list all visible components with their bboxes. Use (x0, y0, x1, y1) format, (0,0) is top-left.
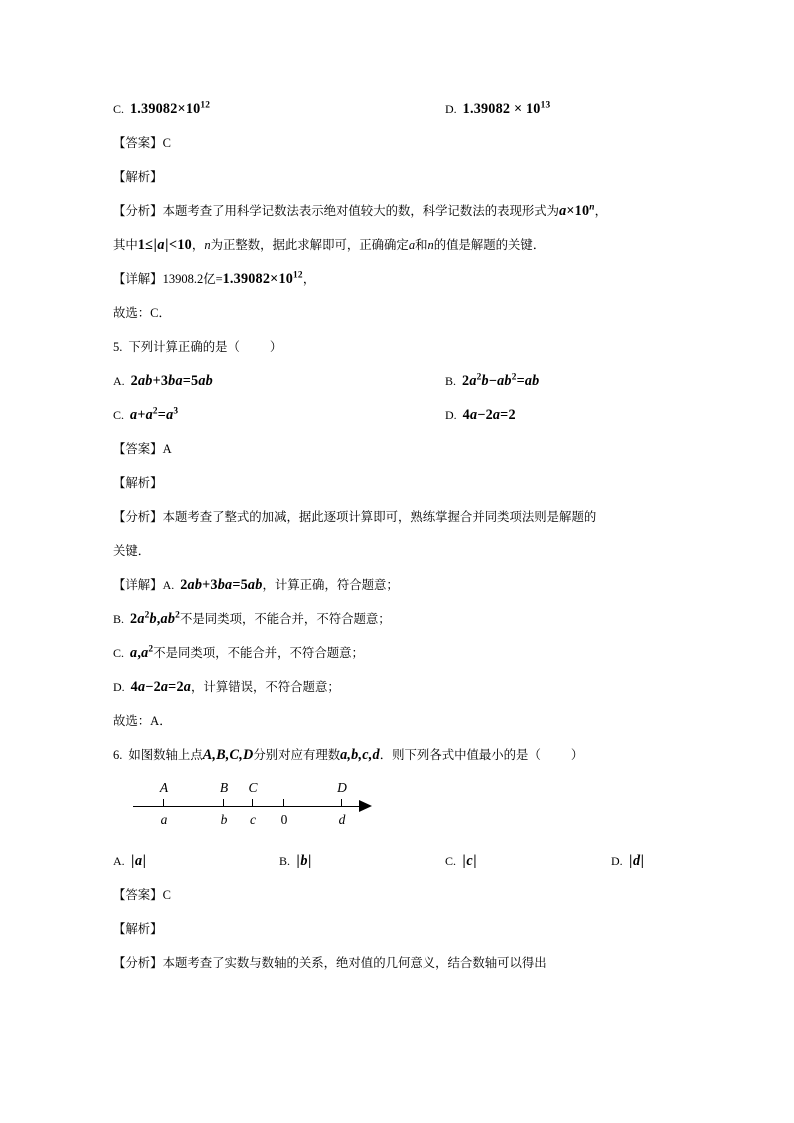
q4-var-n2: n (427, 238, 434, 252)
q6-stem-text-3: ．则下列各式中值最小的是（ (379, 747, 541, 762)
q5-guxuan-line (113, 704, 689, 738)
q6-options-row (113, 844, 689, 878)
q5-option-a-label: A. (113, 374, 125, 388)
q4-option-d[interactable] (445, 92, 550, 126)
q5-detail-c (113, 636, 689, 670)
q5-option-b-expr: $2a^2b-ab^2=ab$ (462, 372, 540, 389)
q5-option-b[interactable] (445, 364, 539, 398)
tick-a (163, 799, 164, 807)
q4-guxuan-label: 故选： (113, 305, 151, 320)
q6-option-c[interactable] (445, 844, 477, 878)
q4-var-n: n (204, 238, 211, 252)
number-line-axis (133, 806, 361, 807)
q5-detail-c-text: 不是同类项，不能合并，不符合题意； (153, 645, 364, 660)
q6-option-b-label: B. (279, 854, 291, 868)
q4-fenxi-text-2d: 和 (415, 237, 428, 252)
q5-answer-value: A (162, 442, 172, 456)
q4-guxuan-period: ． (158, 305, 171, 320)
q5-analysis-tag: 【解析】 (113, 475, 163, 490)
q4-xiangjie-result: $1.39082\times 10^{12}$ (222, 270, 303, 287)
q6-points-label: A,B,C,D (202, 747, 254, 763)
q6-option-b[interactable] (279, 844, 312, 878)
q5-fenxi-tag: 【分析】 (113, 509, 163, 524)
q6-number: 6. (113, 748, 123, 762)
q5-option-d-label: D. (445, 408, 457, 422)
q5-detail-d (113, 670, 689, 704)
q4-fenxi-paragraph (113, 194, 689, 228)
q5-detail-a-text: ，计算正确，符合题意； (262, 577, 399, 592)
q4-analysis-tag: 【解析】 (113, 169, 163, 184)
q4-xiangjie-unit: 亿 (203, 271, 216, 286)
q5-options-row-2 (113, 398, 689, 432)
q6-option-b-expr: |b| (296, 853, 312, 869)
q5-detail-b-terms: $2a^2b,ab^2$ (130, 610, 181, 627)
q4-option-c-label: C. (113, 102, 125, 116)
q4-xiangjie-line (113, 262, 689, 296)
q5-detail-c-terms: $a,a^2$ (130, 644, 154, 661)
q5-detail-a (113, 568, 689, 602)
q5-options-row-1 (113, 364, 689, 398)
q4-answer-tag: 【答案】 (113, 135, 163, 150)
value-label-zero: 0 (280, 812, 288, 827)
q5-answer-line (113, 432, 689, 466)
q4-xiangjie-comma: ， (302, 271, 316, 286)
q4-options-row (113, 92, 689, 126)
q5-option-b-label: B. (445, 374, 457, 388)
q4-option-c[interactable] (113, 92, 210, 126)
q5-stem (113, 330, 689, 364)
q6-option-c-expr: |c| (462, 853, 477, 869)
q5-detail-a-label: A. (162, 578, 175, 592)
q6-answer-tag: 【答案】 (113, 887, 163, 902)
q4-option-d-label: D. (445, 102, 457, 116)
number-line-arrow-icon (359, 800, 372, 812)
q5-detail-d-label: D. (113, 680, 125, 694)
q4-fenxi-text-2a: 其中 (113, 237, 138, 252)
q5-detail-b-label: B. (113, 612, 125, 626)
q4-fenxi-text-2b: ， (191, 237, 205, 252)
point-label-d: D (337, 780, 347, 795)
tick-b (223, 799, 224, 807)
q5-detail-b-text: 不是同类项，不能合并，不符合题意； (180, 611, 391, 626)
q4-guxuan-line (113, 296, 689, 330)
q4-answer-line (113, 126, 689, 160)
q4-answer-value: C (162, 136, 171, 150)
q6-option-d-expr: |d| (629, 853, 645, 869)
q5-fenxi-paragraph-2: 关键． (113, 543, 151, 558)
q5-fenxi-paragraph (113, 500, 689, 534)
tick-zero (283, 799, 284, 807)
q6-stem-text-1: 如图数轴上点 (128, 747, 203, 762)
q6-answer-line (113, 878, 689, 912)
q4-xiangjie-value: 13908.2 (162, 272, 204, 286)
q5-detail-c-label: C. (113, 646, 125, 660)
tick-d (341, 799, 342, 807)
q5-option-c[interactable] (113, 398, 178, 432)
q4-formula-inequality: 1≤|a|<10 (137, 237, 192, 253)
q5-guxuan-period: ． (159, 713, 172, 728)
q6-fenxi-tag: 【分析】 (113, 955, 163, 970)
q4-var-a: a (408, 238, 416, 252)
q5-option-d-expr: 4a−2a=2 (462, 407, 516, 423)
q5-detail-d-expr: 4a−2a=2a (130, 679, 192, 695)
q4-option-c-expr: $1.39082\times 10^{12}$ (130, 100, 211, 117)
q4-fenxi-tag: 【分析】 (113, 203, 163, 218)
q4-fenxi-text-2e: 的值是解题的关键． (433, 237, 546, 252)
q6-stem-close: ） (570, 747, 584, 762)
q4-fenxi-text-1: 本题考查了用科学记数法表示绝对值较大的数，科学记数法的表现形式为 (162, 203, 560, 218)
q6-option-c-label: C. (445, 854, 457, 868)
q5-option-a[interactable] (113, 364, 213, 398)
q5-detail-b (113, 602, 689, 636)
q6-option-a-expr: |a| (131, 853, 147, 869)
q5-option-c-expr: $a+a^2=a^3$ (130, 406, 179, 423)
q4-xiangjie-equals: = (215, 272, 223, 286)
q5-number: 5. (113, 340, 123, 354)
q5-option-c-label: C. (113, 408, 125, 422)
q5-guxuan-label: 故选： (113, 713, 151, 728)
page-content (113, 92, 689, 980)
q6-vars-label: a,b,c,d (340, 747, 380, 763)
value-label-a: a (160, 812, 168, 827)
q5-detail-a-expr: 2ab+3ba=5ab (180, 577, 263, 593)
q6-option-d[interactable] (611, 844, 645, 878)
q5-option-a-expr: 2ab+3ba=5ab (130, 373, 213, 389)
q4-fenxi-text-2c: 为正整数，据此求解即可，正确确定 (210, 237, 409, 252)
q5-answer-tag: 【答案】 (113, 441, 163, 456)
number-line-figure (133, 778, 689, 844)
q5-stem-text: 下列计算正确的是（ (128, 339, 240, 354)
q5-option-d[interactable] (445, 398, 516, 432)
q6-answer-value: C (162, 888, 171, 902)
q6-fenxi-text: 本题考查了实数与数轴的关系，绝对值的几何意义，结合数轴可以得出 (162, 955, 547, 970)
q5-stem-close: ） (269, 339, 283, 354)
value-label-c: c (250, 812, 256, 827)
tick-c (252, 799, 253, 807)
q4-guxuan-value: C (150, 306, 159, 320)
q6-option-d-label: D. (611, 854, 623, 868)
q4-formula-sci-notation: $a\times 10^n$ (559, 202, 595, 219)
q5-detail-d-text: ，计算错误，不符合题意； (191, 679, 340, 694)
value-label-b: b (220, 812, 228, 827)
point-label-a: A (159, 780, 169, 795)
q6-option-a-label: A. (113, 854, 125, 868)
q6-analysis-tag: 【解析】 (113, 921, 163, 936)
q4-xiangjie-tag: 【详解】 (113, 271, 163, 286)
q4-option-d-expr: $1.39082 \times 10^{13}$ (462, 100, 551, 117)
q5-fenxi-text: 本题考查了整式的加减，据此逐项计算即可，熟练掌握合并同类项法则是解题的 (162, 509, 597, 524)
point-label-b: B (219, 780, 229, 795)
q6-fenxi-paragraph (113, 946, 689, 980)
q6-option-a[interactable] (113, 844, 147, 878)
q5-xiangjie-tag: 【详解】 (113, 577, 163, 592)
q6-stem-text-2: 分别对应有理数 (253, 747, 341, 762)
value-label-d: d (338, 812, 346, 827)
q4-fenxi-comma: ， (594, 203, 608, 218)
point-label-c: C (248, 780, 258, 795)
q6-stem (113, 738, 689, 772)
q4-fenxi-paragraph-2 (113, 228, 689, 262)
q5-guxuan-value: A (150, 714, 160, 728)
